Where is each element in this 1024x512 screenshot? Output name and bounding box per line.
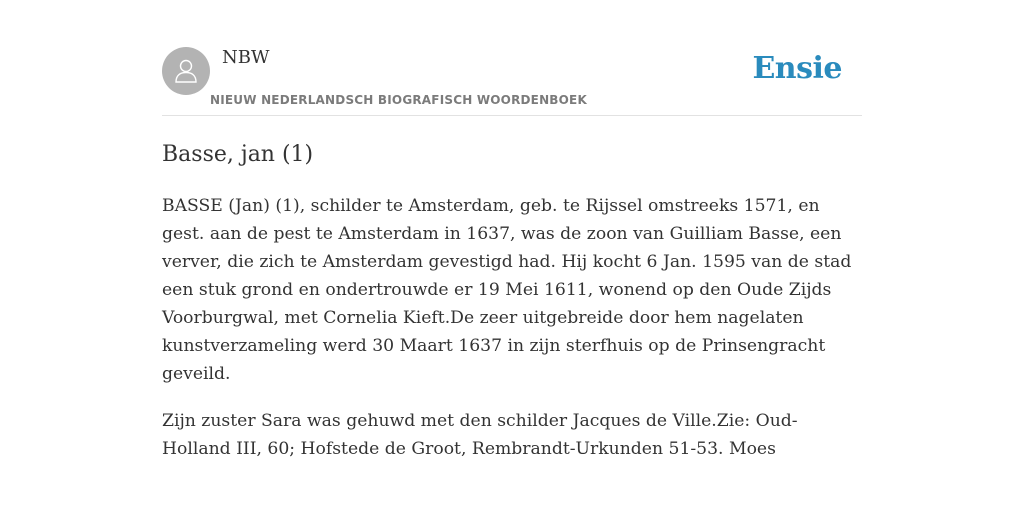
article-paragraph: Zijn zuster Sara was gehuwd met den schilder Jacques de Ville.Zie: Oud-Holland III, 60; Hofstede de Groot, Rembrandt-Urkunden 51-53. Moes — [162, 411, 798, 459]
site-logo[interactable]: Ensie — [752, 51, 842, 86]
article-container — [162, 0, 862, 459]
source-name[interactable]: NIEUW NEDERLANDSCH BIOGRAFISCH WOORDENBOEK — [210, 93, 587, 107]
article-paragraph: BASSE (Jan) (1), schilder te Amsterdam, geb. te Rijssel omstreeks 1571, en gest. aan de pest te Amsterdam in 1637, was de zoon van Guilliam Basse, een verver, die zich te Amsterdam gevestigd had. Hij kocht 6 Jan. 1595 van de stad een stuk grond en ondertrouwde er 19 Mei 1611, wonend op den Oude Zijds Voorburgwal, met Cornelia Kieft.De zeer uitgebreide door hem nagelaten kunstverzameling werd 30 Maart 1637 in zijn sterfhuis op de Prinsengracht geveild. — [162, 196, 852, 384]
article-header — [162, 0, 862, 116]
article-title: Basse, jan (1) — [162, 142, 314, 167]
article-body — [162, 192, 862, 482]
author-name[interactable]: NBW — [222, 47, 270, 68]
user-icon — [172, 57, 200, 85]
avatar[interactable] — [162, 47, 210, 95]
